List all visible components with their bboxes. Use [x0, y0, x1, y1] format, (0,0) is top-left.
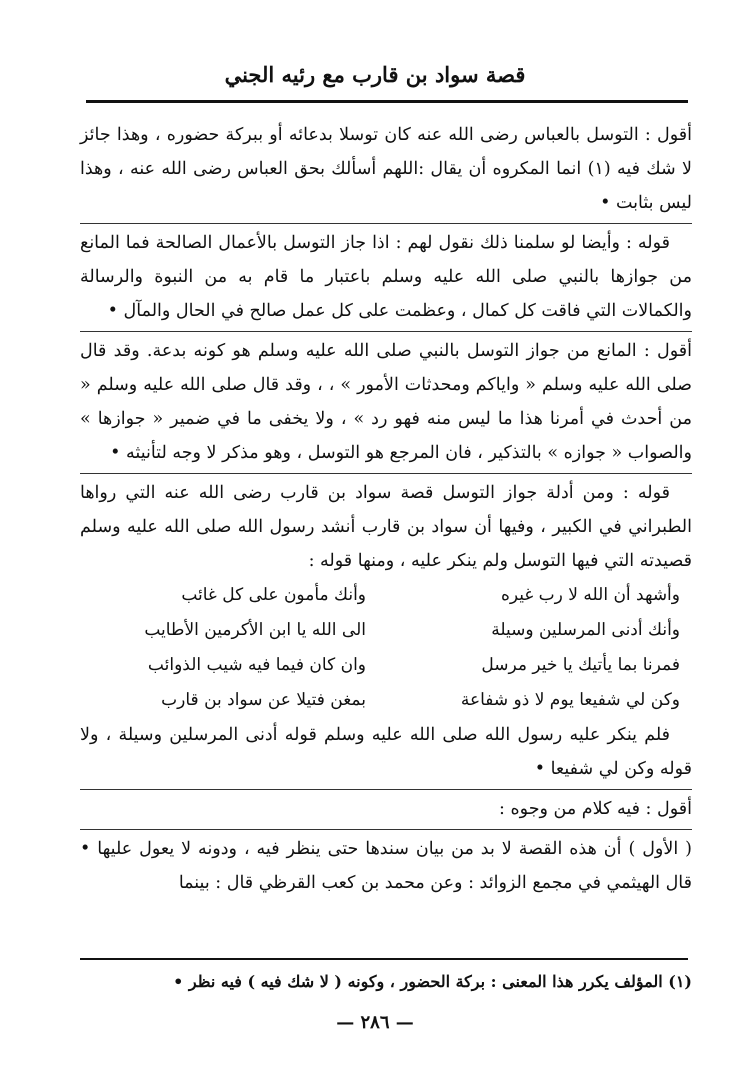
main-text	[80, 118, 692, 900]
paragraph-4: قوله : ومن أدلة جواز التوسل قصة سواد بن قارب رضى الله عنه التي رواها الطبراني في الكبير ، وفيها أن سواد بن قارب أنشد رسول الله صلى الله عليه وسلم قصيدته التي فيها التوسل ولم ينكر عليه ، ومنها قوله :	[80, 483, 692, 571]
page-number: — ٢٨٦ —	[336, 1012, 414, 1033]
separator-4	[80, 789, 692, 790]
separator-1	[80, 223, 692, 224]
paragraph-7: ( الأول ) أن هذه القصة لا بد من بيان سندها حتى ينظر فيه ، ودونه لا يعول عليها • قال الهيثمي في مجمع الزوائد : وعن محمد بن كعب القرظي قال : بينما	[80, 839, 692, 893]
verse-4-first: وكن لي شفيعا يوم لا ذو شفاعة	[460, 690, 680, 710]
verse-3-first: فمرنا بما يأتيك يا خير مرسل	[481, 655, 680, 675]
separator-3	[80, 473, 692, 474]
header-rule	[86, 100, 688, 103]
paragraph-6: أقول : فيه كلام من وجوه :	[499, 799, 692, 819]
verse-2-second: الى الله يا ابن الأكرمين الأطايب	[144, 620, 366, 640]
verse-3-second: وان كان فيما فيه شيب الذوائب	[147, 655, 366, 675]
poem-verses	[80, 578, 692, 718]
verse-1-second: وأنك مأمون على كل غائب	[181, 585, 366, 605]
verse-2-first: وأنك أدنى المرسلين وسيلة	[491, 620, 680, 640]
separator-5	[80, 829, 692, 830]
separator-2	[80, 331, 692, 332]
footnote: (١) المؤلف يكرر هذا المعنى : بركة الحضور ، وكونه ( لا شك فيه ) فيه نظر •	[173, 972, 692, 991]
paragraph-1: أقول : التوسل بالعباس رضى الله عنه كان توسلا بدعائه أو ببركة حضوره ، وهذا جائز لا شك فيه (١) انما المكروه أن يقال :اللهم أسألك بحق العباس رضى الله عنه ، وهذا ليس بثابت •	[80, 125, 693, 213]
paragraph-5: فلم ينكر عليه رسول الله صلى الله عليه وسلم قوله أدنى المرسلين وسيلة ، ولا قوله وكن لي شفيعا •	[80, 725, 692, 779]
verse-4-second: بمغن فتيلا عن سواد بن قارب	[161, 690, 366, 710]
page-title: قصة سواد بن قارب مع رئيه الجني	[224, 62, 526, 87]
verse-1-first: وأشهد أن الله لا رب غيره	[500, 585, 680, 605]
paragraph-3: أقول : المانع من جواز التوسل بالنبي صلى الله عليه وسلم هو كونه بدعة. وقد قال صلى الله عليه وسلم « واياكم ومحدثات الأمور » ، ، وقد قال صلى الله عليه وسلم « من أحدث في أمرنا هذا ما ليس منه فهو رد » ، ولا يخفى ما في ضمير « جوازها » والصواب « جوازه » بالتذكير ، فان المرجع هو التوسل ، وهو مذكر لا وجه لتأنيثه •	[80, 341, 692, 463]
footnote-rule	[80, 958, 688, 960]
paragraph-2: قوله : وأيضا لو سلمنا ذلك نقول لهم : اذا جاز التوسل بالأعمال الصالحة فما المانع من جوازها بالنبي صلى الله عليه وسلم باعتبار ما قام به من النبوة والرسالة والكمالات التي فاقت كل كمال ، وعظمت على كل عمل صالح في الحال والمآل •	[80, 233, 692, 321]
